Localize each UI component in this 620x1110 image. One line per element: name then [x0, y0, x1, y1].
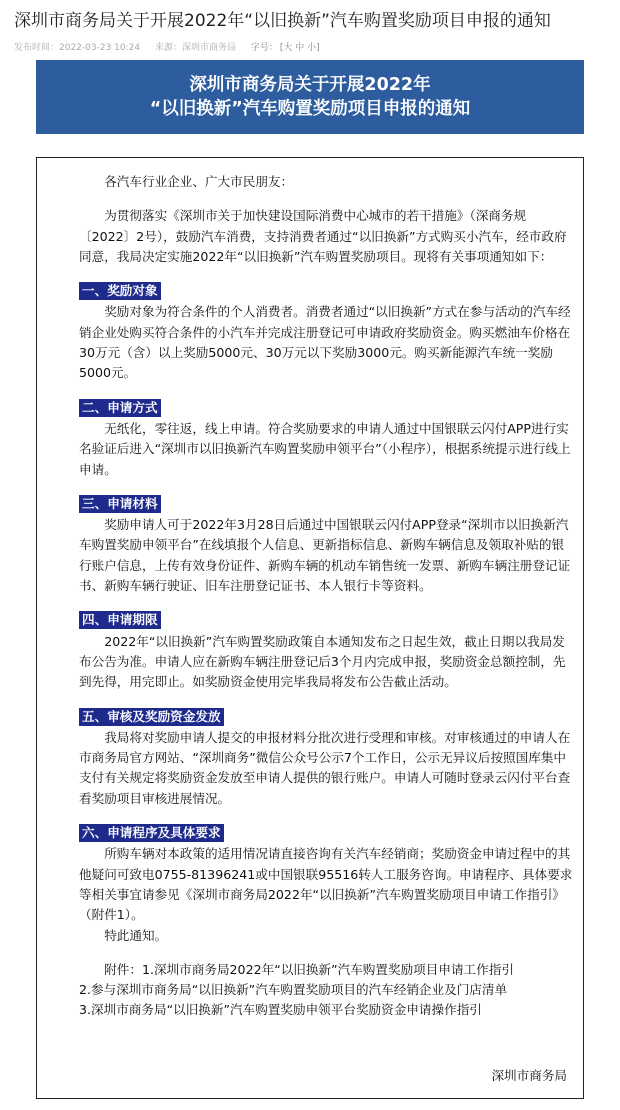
signature: 深圳市商务局: [491, 1068, 567, 1083]
banner-title-line-2: “以旧换新”汽车购置奖励项目申报的通知: [149, 99, 471, 119]
article-source: 来源：深圳市商务局: [154, 43, 236, 53]
page-title: 深圳市商务局关于开展2022年“以旧换新”汽车购置奖励项目申报的通知: [14, 11, 551, 31]
section-heading: 二、申请方式: [79, 399, 161, 417]
section-heading: 五、审核及奖励资金发放: [79, 708, 224, 726]
attachment-item[interactable]: 2.参与深圳市商务局“以旧换新”汽车购置奖励项目的汽车经销企业及门店清单: [79, 982, 508, 998]
section-heading: 六、申请程序及具体要求: [79, 824, 224, 842]
section-heading: 四、申请期限: [79, 611, 161, 629]
title-banner: [36, 60, 584, 134]
section-text: 我局将对奖励申请人提交的申报材料分批次进行受理和审核。对审核通过的申请人在市商务局官方网站、“深圳商务”微信公众号公示7个工作日，公示无异议后按照国库集中支付有关规定将奖励资金发放至申请人提供的银行账户。申请人可随时登录云闪付平台查看奖励项目审核进展情况。: [79, 729, 571, 806]
article-meta: [14, 41, 614, 55]
intro-paragraph: 为贯彻落实《深圳市关于加快建设国际消费中心城市的若干措施》（深商务规〔2022〕2号），鼓励汽车消费，支持消费者通过“以旧换新”方式购买小汽车，经市政府同意，我局决定实施2022年“以旧换新”汽车购置奖励项目。现将有关事项通知如下：: [79, 208, 567, 264]
banner-title-line-1: 深圳市商务局关于开展2022年: [189, 75, 431, 95]
section-heading: 三、申请材料: [79, 495, 161, 513]
attachment-item[interactable]: 附件：1.深圳市商务局2022年“以旧换新”汽车购置奖励项目申请工作指引: [104, 961, 514, 977]
font-size-label: 字号：: [250, 43, 278, 53]
section-text: 所购车辆对本政策的适用情况请直接咨询有关汽车经销商；奖励资金申请过程中的其他疑问可致电0755-81396241或中国银联95516转人工服务咨询。申请程序、具体要求等相关事宜请参见《深圳市商务局2022年“以旧换新”汽车购置奖励项目申请工作指引》（附件1）。: [79, 846, 573, 923]
font-size-options[interactable]: [大 中 小]: [279, 43, 320, 53]
section-text: 奖励申请人可于2022年3月28日后通过中国银联云闪付APP登录“深圳市以旧换新汽车购置奖励申领平台”在线填报个人信息、更新指标信息、新购车辆信息及领取补贴的银行账户信息，上传有效身份证件、新购车辆的机动车销售统一发票、新购车辆注册登记证书、新购车辆行驶证、旧车注册登记证书、本人银行卡等资料。: [79, 517, 571, 594]
attachment-item[interactable]: 3.深圳市商务局“以旧换新”汽车购置奖励申领平台奖励资金申请操作指引: [79, 1002, 482, 1018]
salutation: 各汽车行业企业、广大市民朋友：: [104, 174, 294, 189]
font-size-control: [251, 43, 320, 53]
publish-time: 发布时间：2022-03-23 10:24: [14, 43, 141, 53]
section-heading: 一、奖励对象: [79, 282, 161, 300]
section-text: 奖励对象为符合条件的个人消费者。消费者通过“以旧换新”方式在参与活动的汽车经销企业处购买符合条件的小汽车并完成注册登记可申请政府奖励资金。购买燃油车价格在30万元（含）以上奖励5000元、30万元以下奖励3000元。购买新能源汽车统一奖励5000元。: [79, 304, 571, 381]
closing-text: 特此通知。: [104, 927, 168, 943]
notice-text: [79, 172, 575, 1021]
section-text: 2022年“以旧换新”汽车购置奖励政策自本通知发布之日起生效，截止日期以我局发布公告为准。申请人应在新购车辆注册登记后3个月内完成申报，奖励资金总额控制，先到先得，用完即止。如奖励资金使用完毕我局将发布公告截止活动。: [79, 633, 566, 690]
section-text: 无纸化，零往返，线上申请。符合奖励要求的申请人通过中国银联云闪付APP进行实名验证后进入“深圳市以旧换新汽车购置奖励申领平台”（小程序），根据系统提示进行线上申请。: [79, 420, 571, 477]
notice-body: [36, 157, 584, 1099]
